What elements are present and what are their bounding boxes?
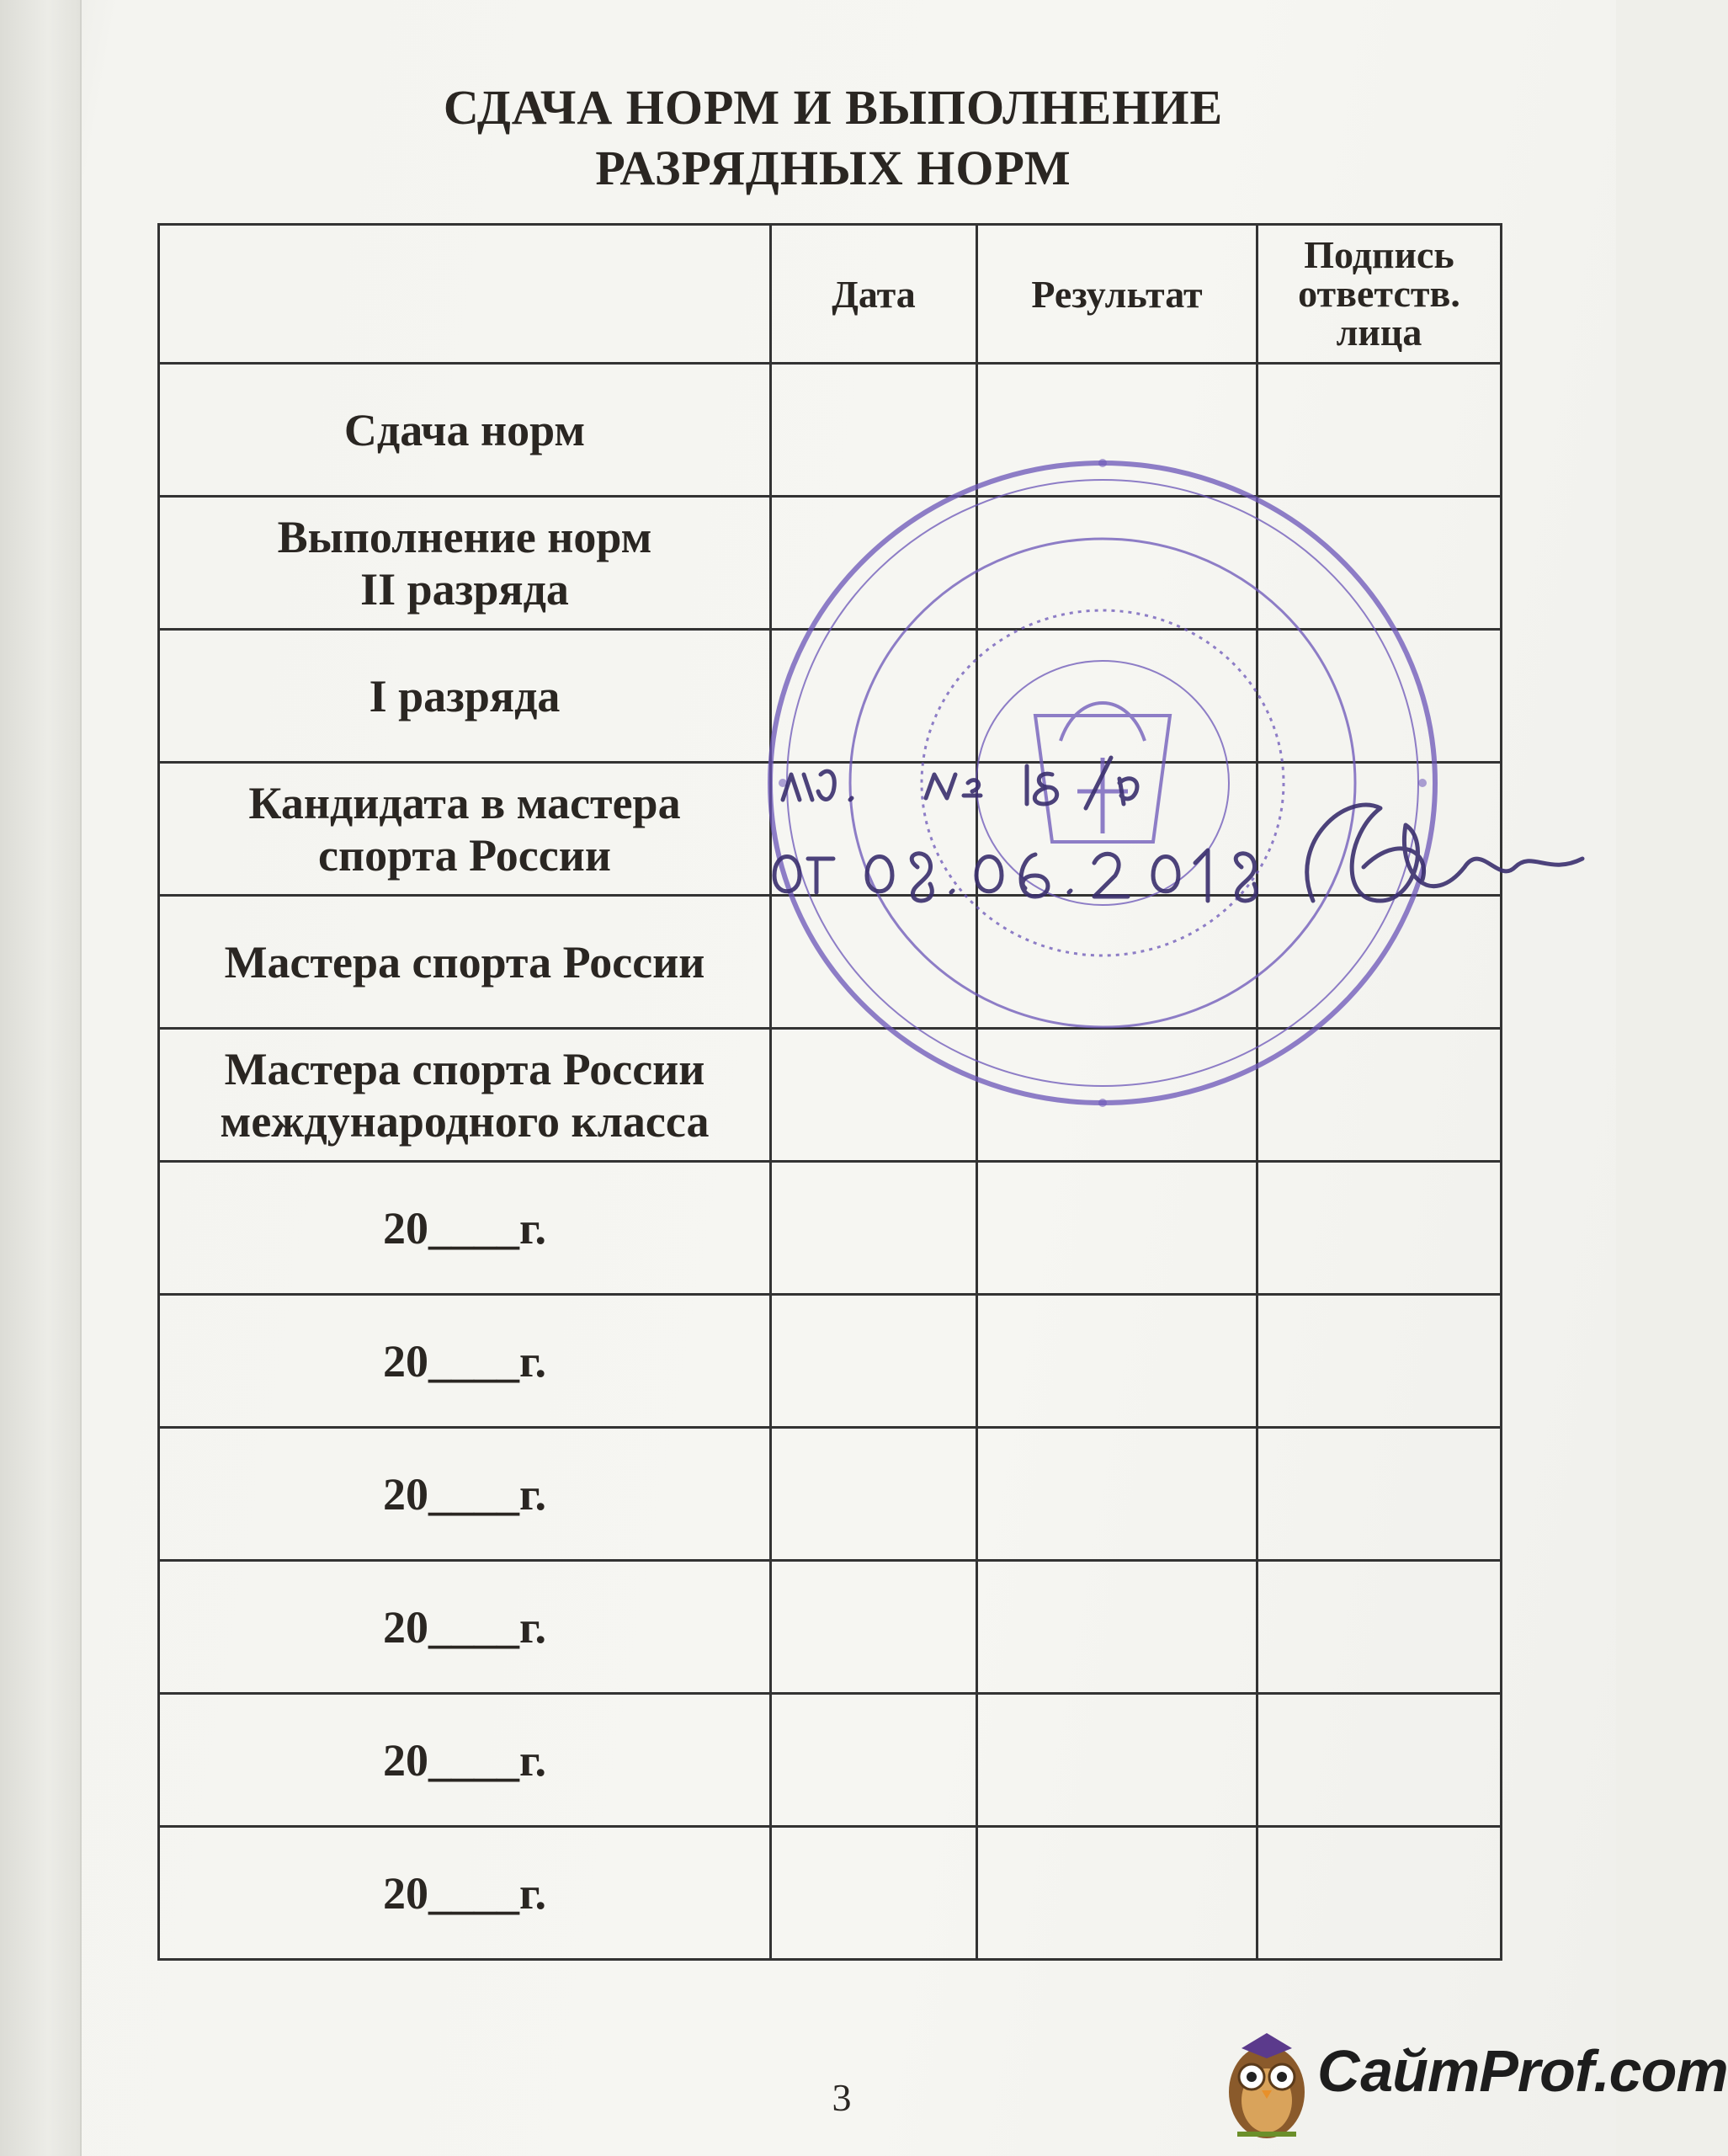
watermark-text: СайтProf.com xyxy=(1317,2038,1728,2104)
row-label: 20____г. xyxy=(159,1295,771,1428)
signature-cell xyxy=(1257,1162,1502,1295)
date-cell xyxy=(771,1428,977,1561)
table-header-row xyxy=(159,225,1502,364)
row-label: 20____г. xyxy=(159,1428,771,1561)
signature-cell xyxy=(1257,1295,1502,1428)
result-cell xyxy=(977,1561,1257,1694)
header-blank xyxy=(159,225,771,364)
row-label: I разряда xyxy=(159,630,771,763)
table-row xyxy=(159,1428,1502,1561)
page-title xyxy=(253,77,1414,199)
date-cell xyxy=(771,1694,977,1827)
date-cell xyxy=(771,1561,977,1694)
row-label: 20____г. xyxy=(159,1561,771,1694)
header-signature: Подпись ответств. лица xyxy=(1257,225,1502,364)
title-line-2: РАЗРЯДНЫХ НОРМ xyxy=(595,141,1071,195)
signature-cell xyxy=(1257,1694,1502,1827)
row-label: 20____г. xyxy=(159,1827,771,1960)
row-label: Выполнение норм II разряда xyxy=(159,497,771,630)
signature-cell xyxy=(1257,1561,1502,1694)
row-label: Сдача норм xyxy=(159,364,771,497)
result-cell xyxy=(977,1162,1257,1295)
table-row xyxy=(159,1162,1502,1295)
row-label: Мастера спорта России международного класса xyxy=(159,1029,771,1162)
table-row xyxy=(159,1694,1502,1827)
header-result: Результат xyxy=(977,225,1257,364)
signature-cell xyxy=(1257,1428,1502,1561)
date-cell xyxy=(771,1827,977,1960)
date-cell xyxy=(771,1295,977,1428)
result-cell xyxy=(977,1694,1257,1827)
date-cell xyxy=(771,1162,977,1295)
handwritten-signature xyxy=(758,741,1599,960)
table-row xyxy=(159,1827,1502,1960)
row-label: 20____г. xyxy=(159,1694,771,1827)
result-cell xyxy=(977,1295,1257,1428)
header-date: Дата xyxy=(771,225,977,364)
row-label: 20____г. xyxy=(159,1162,771,1295)
table-row xyxy=(159,1295,1502,1428)
table-row xyxy=(159,1561,1502,1694)
facing-page-edge xyxy=(0,0,82,2156)
page-number: 3 xyxy=(832,2076,852,2119)
row-label: Кандидата в мастера спорта России xyxy=(159,763,771,896)
title-line-1: СДАЧА НОРМ И ВЫПОЛНЕНИЕ xyxy=(443,80,1224,135)
signature-cell xyxy=(1257,1827,1502,1960)
result-cell xyxy=(977,1428,1257,1561)
row-label: Мастера спорта России xyxy=(159,896,771,1029)
result-cell xyxy=(977,1827,1257,1960)
